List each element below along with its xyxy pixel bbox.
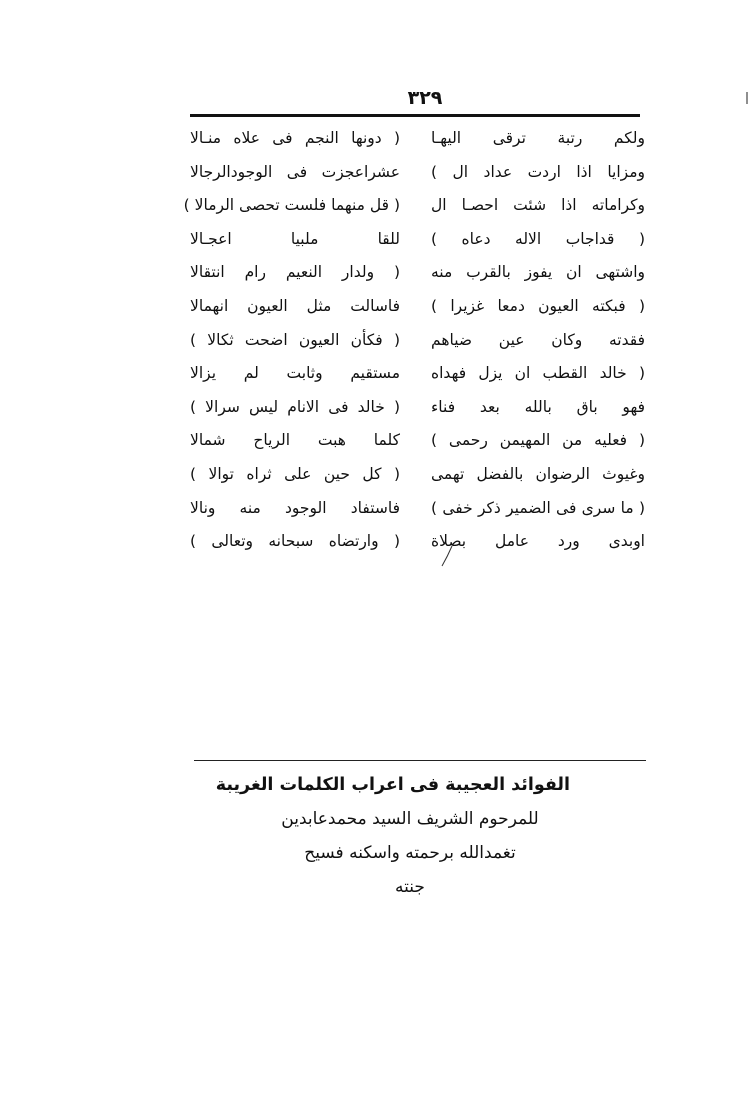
- verse-second-hemistich: ( فكأن العيون اضحت ثكالا ): [190, 330, 400, 349]
- colophon-prayer: تغمدالله برحمته واسكنه فسيح: [304, 843, 516, 863]
- header-rule: [190, 114, 640, 117]
- verse-row: [190, 258, 645, 292]
- verse-first-hemistich: وغيوث الرضوان بالفضل تهمى: [431, 464, 645, 483]
- verse-second-hemistich: مستقيم وثابت لم يزالا: [190, 364, 400, 383]
- pen-stroke-mark: [440, 545, 454, 567]
- footer-rule: [194, 760, 646, 761]
- verse-row: [190, 527, 645, 561]
- colophon: [215, 768, 570, 904]
- verse-row: [190, 292, 645, 326]
- verse-first-hemistich: ( فعليه من المهيمن رحمى ): [431, 431, 645, 450]
- verse-first-hemistich: ومزايا اذا اردت عداد ال ): [431, 162, 645, 181]
- poem-verses: [183, 124, 645, 561]
- verse-second-hemistich: ( دونها النجم فى علاه منـالا: [190, 129, 400, 147]
- verse-first-hemistich: ( فبكته العيون دمعا غزيرا ): [431, 296, 645, 315]
- verse-row: [190, 225, 645, 259]
- page-number: ٣٢٩: [407, 87, 443, 109]
- verse-second-hemistich: كلما هبت الرياح شمالا: [190, 431, 400, 450]
- verse-row: [190, 426, 645, 460]
- verse-first-hemistich: فهو باق بالله بعد فناء: [431, 397, 645, 416]
- verse-first-hemistich: وكراماته اذا شئت احصـا ال: [431, 196, 645, 215]
- colophon-title: الفوائد العجيبة فى اعراب الكلمات الغريبة: [215, 775, 570, 795]
- verse-first-hemistich: فقدته وكان عين ضياهم: [431, 330, 645, 349]
- verse-second-hemistich: عشراعجزت فى الوجودالرجالا: [190, 162, 400, 181]
- verse-second-hemistich: ( قل منهما فلست تحصى الرمالا ): [183, 196, 400, 215]
- verse-second-hemistich: ( ولدار النعيم رام انتقالا: [190, 263, 400, 282]
- verse-second-hemistich: للقا ملبيا اعجـالا: [190, 229, 400, 248]
- verse-row: [190, 460, 645, 494]
- verse-first-hemistich: ( ما سرى فى الضمير ذكر خفى ): [431, 498, 645, 517]
- verse-row: [190, 326, 645, 360]
- margin-tick-mark: [745, 92, 749, 104]
- verse-first-hemistich: ( قداجاب الاله دعاه ): [431, 229, 645, 248]
- verse-second-hemistich: فاستفاد الوجود منه ونالا: [190, 498, 400, 517]
- verse-second-hemistich: ( وارتضاه سبحانه وتعالى ): [190, 532, 400, 551]
- verse-first-hemistich: ولكم رتبة ترقى اليهـا: [431, 129, 645, 147]
- verse-row: [190, 124, 645, 158]
- verse-second-hemistich: ( خالد فى الانام ليس سرالا ): [190, 397, 400, 416]
- verse-first-hemistich: اوبدى ورد عامل بصلاة: [431, 532, 645, 551]
- verse-second-hemistich: فاسالت مثل العيون انهمالا: [190, 296, 400, 315]
- verse-first-hemistich: ( خالد القطب ان يزل فهداه: [431, 364, 645, 383]
- verse-first-hemistich: واشتهى ان يفوز بالقرب منه: [431, 263, 645, 282]
- verse-row: [190, 393, 645, 427]
- colophon-author: للمرحوم الشريف السيد محمدعابدين: [281, 809, 539, 829]
- verse-row: [190, 494, 645, 528]
- colophon-closing: جنته: [395, 877, 425, 897]
- verse-row: [183, 191, 645, 225]
- verse-row: [190, 158, 645, 192]
- verse-second-hemistich: ( كل حين على ثراه توالا ): [190, 464, 400, 483]
- verse-row: [190, 359, 645, 393]
